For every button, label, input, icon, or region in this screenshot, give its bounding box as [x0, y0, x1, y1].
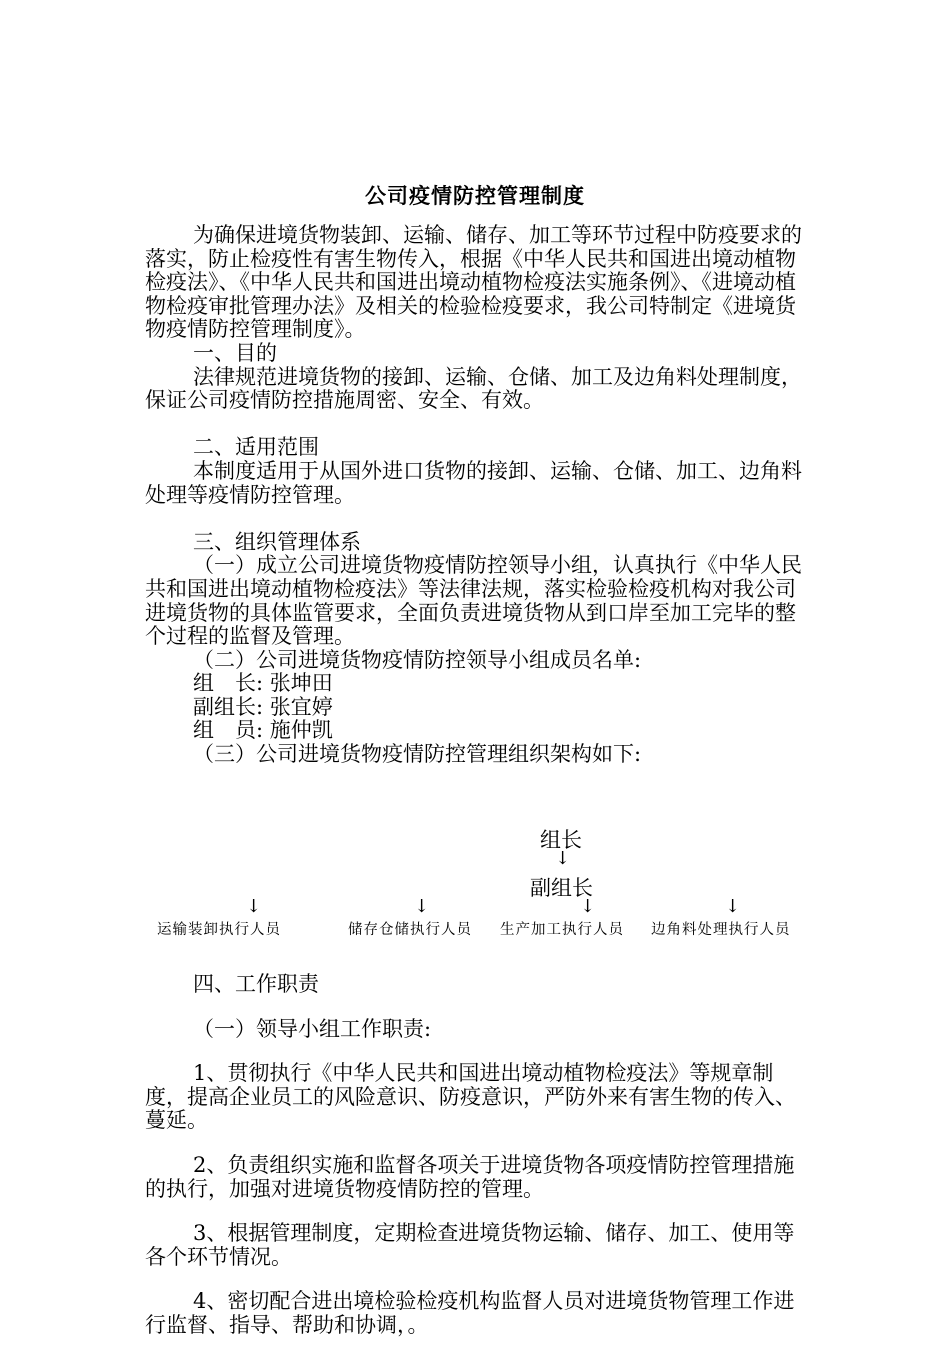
arrow-down-icon: ↓: [414, 896, 430, 917]
arrow-down-icon: ↓: [246, 896, 262, 917]
document-body-continued: [145, 952, 805, 1359]
section-4-heading: 四、工作职责: [193, 972, 319, 996]
document-title: 公司疫情防控管理制度: [365, 184, 585, 208]
org-branch-storage: 储存仓储执行人员: [348, 922, 472, 938]
section-3-paragraph-1: （一）成立公司进境货物疫情防控领导小组，认真执行《中华人民共和国进出境动植物检疫法》等法律法规，落实检验检疫机构对我公司进境货物的具体监管要求，全面负责进境货物从到口岸至加工完毕的整个过程的监督及管理。: [145, 553, 802, 649]
section-1-heading: 一、目的: [193, 340, 277, 365]
org-branch-processing: 生产加工执行人员: [500, 922, 624, 938]
org-leader: 组长: [540, 828, 582, 852]
member-leader: 组 长: 张坤田: [193, 671, 333, 696]
duty-item: 2、负责组织实施和监督各项关于进境货物各项疫情防控管理措施的执行，加强对进境货物疫情防控的管理。: [145, 1152, 795, 1201]
intro-paragraph: 为确保进境货物装卸、运输、储存、加工等环节过程中防疫要求的落实，防止检疫性有害生物传入，根据《中华人民共和国进出境动植物检疫法》、《中华人民共和国进出境动植物检疫法实施条例》、《进境动植物检疫审批管理办法》及相关的检验检疫要求，我公司特制定《进境货物疫情防控管理制度》。: [145, 223, 802, 342]
member-deputy: 副组长: 张宜婷: [193, 694, 333, 719]
duty-item: 3、根据管理制度，定期检查进境货物运输、储存、加工、使用等各个环节情况。: [145, 1221, 795, 1269]
section-2-text: 本制度适用于从国外进口货物的接卸、运输、仓储、加工、边角料处理等疫情防控管理。: [145, 458, 802, 507]
org-deputy: 副组长: [530, 876, 593, 900]
document-body: [145, 224, 805, 767]
section-4-subheading: （一）领导小组工作职责:: [193, 1016, 432, 1041]
org-chart: [0, 820, 950, 945]
duty-item: 1、贯彻执行《中华人民共和国进出境动植物检疫法》等规章制度，提高企业员工的风险意识、防疫意识，严防外来有害生物的传入、蔓延。: [145, 1061, 796, 1133]
arrow-down-icon: ↓: [555, 848, 571, 869]
arrow-down-icon: ↓: [725, 896, 741, 917]
org-branch-transport: 运输装卸执行人员: [157, 922, 281, 938]
section-3-paragraph-3: （三）公司进境货物疫情防控管理组织架构如下:: [193, 742, 642, 767]
spacer: [145, 507, 805, 531]
section-3-heading: 三、组织管理体系: [193, 529, 361, 554]
section-2-heading: 二、适用范围: [193, 435, 319, 460]
duty-item: 4、密切配合进出境检验检疫机构监督人员对进境货物管理工作进行监督、指导、帮助和协调，。: [145, 1289, 795, 1337]
member-staff: 组 员: 施仲凯: [193, 718, 333, 743]
section-1-text: 法律规范进境货物的接卸、运输、仓储、加工及边角料处理制度，保证公司疫情防控措施周密、安全、有效。: [145, 364, 802, 413]
section-3-paragraph-2: （二）公司进境货物疫情防控领导小组成员名单:: [193, 647, 642, 672]
arrow-down-icon: ↓: [580, 896, 596, 917]
org-branch-scrap: 边角料处理执行人员: [651, 922, 791, 938]
spacer: [145, 413, 805, 437]
